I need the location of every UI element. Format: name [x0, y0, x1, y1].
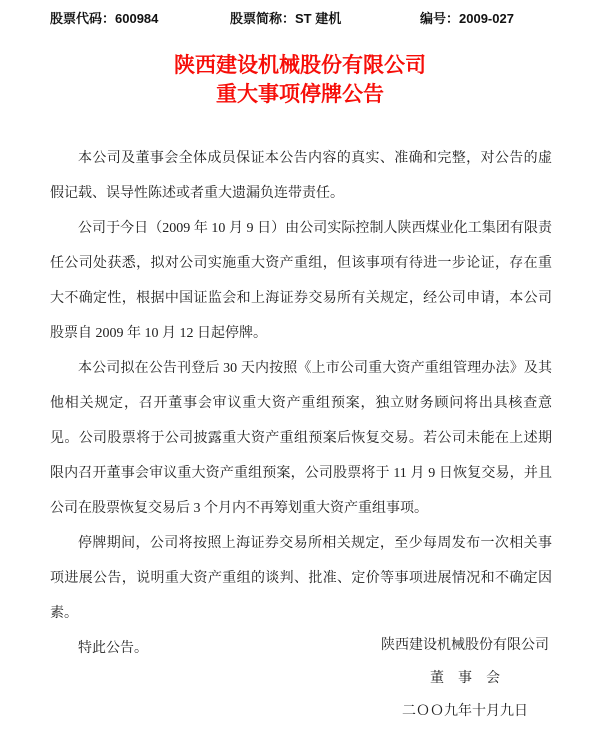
paragraph-suspension-notice: 公司于今日（2009 年 10 月 9 日）由公司实际控制人陕西煤业化工集团有限责任公司处获悉，拟对公司实施重大资产重组，但该事项有待进一步论证，存在重大不确定性，根据中国证监会和上海证券交易所有关规定，经公司申请，本公司股票自 2009 年 10 月 12 日起停牌。 [50, 221, 552, 341]
stock-name-value: ST 建机 [295, 11, 342, 26]
stock-name-label: 股票简称： [230, 11, 296, 26]
signature-company: 陕西建设机械股份有限公司 [381, 638, 549, 653]
stock-code-label: 股票代码： [50, 11, 116, 26]
stock-code-value: 600984 [115, 11, 159, 26]
doc-number-label: 编号： [420, 11, 460, 26]
title-subject-line: 重大事项停牌公告 [216, 83, 384, 106]
title-company-line: 陕西建设机械股份有限公司 [174, 54, 426, 77]
paragraph-restructuring-plan: 本公司拟在公告刊登后 30 天内按照《上市公司重大资产重组管理办法》及其他相关规定，召开董事会审议重大资产重组预案，独立财务顾问将出具核查意见。公司股票将于公司披露重大资产重组预案后恢复交易。若公司未能在上述期限内召开董事会审议重大资产重组预案，公司股票将于 11 月 9 日恢复交易，并且公司在股票恢复交易后 3 个月内不再筹划重大资产重组事项。 [50, 361, 552, 516]
doc-number-value: 2009-027 [459, 11, 514, 26]
doc-number-field [420, 8, 560, 27]
page-title [0, 51, 600, 109]
paragraph-closing: 特此公告。 [78, 641, 148, 656]
paragraph-progress-disclosure: 停牌期间，公司将按照上海证券交易所相关规定，至少每周发布一次相关事项进展公告，说明重大资产重组的谈判、批准、定价等事项进展情况和不确定因素。 [50, 536, 552, 621]
announcement-body [50, 141, 552, 666]
stock-name-field [230, 8, 420, 27]
document-header [50, 8, 560, 27]
signature-board: 董 事 会 [430, 671, 500, 686]
paragraph-disclaimer: 本公司及董事会全体成员保证本公告内容的真实、准确和完整，对公告的虚假记载、误导性陈述或者重大遗漏负连带责任。 [50, 151, 552, 201]
stock-code-field [50, 8, 230, 27]
signature-block [374, 629, 556, 728]
signature-date: 二ＯＯ九年十月九日 [402, 704, 528, 719]
